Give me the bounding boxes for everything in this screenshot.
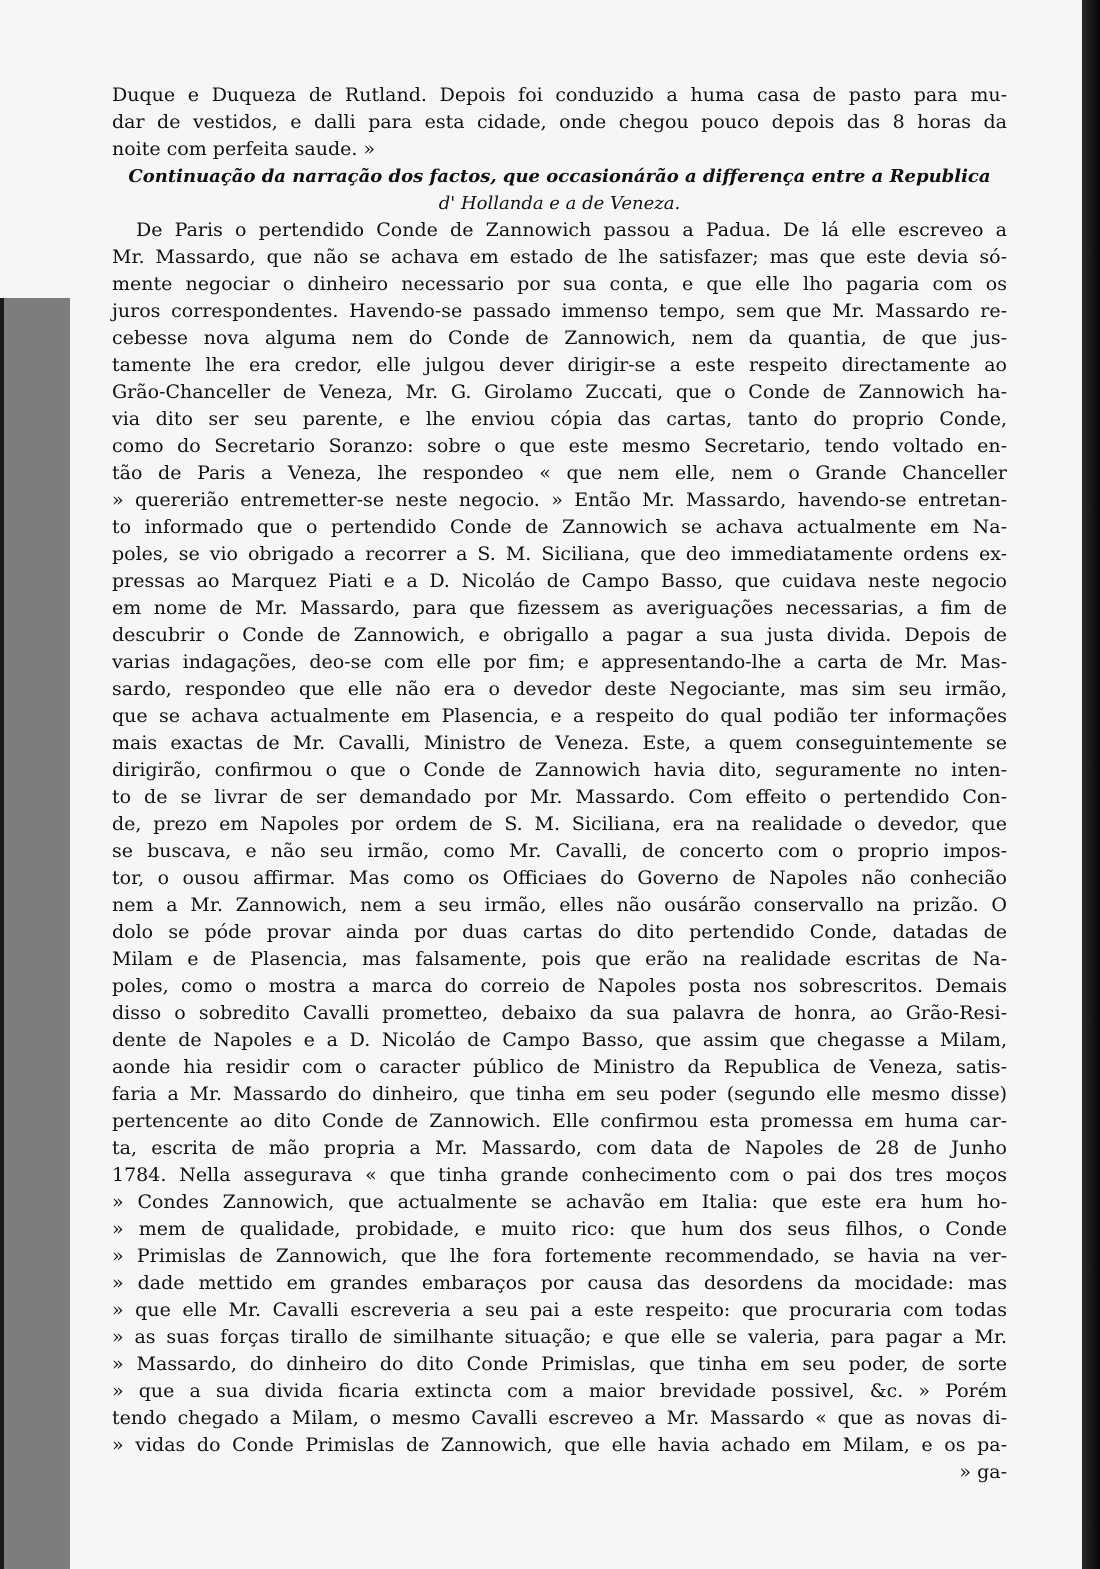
text-line: tamente lhe era credor, elle julgou dever dirigir-se a este respeito directamente ao [112,354,1007,376]
section-heading: Continuação da narração dos factos, que occasionárão a differença entre a Republica [128,166,991,187]
scan-right-edge [1082,0,1100,1569]
text-line: faria a Mr. Massardo do dinheiro, que tinha em seu poder (segundo elle mesmo disse) [112,1083,1007,1105]
text-line: dar de vestidos, e dalli para esta cidade, onde chegou pouco depois das 8 horas da [112,111,1007,133]
text-line: aonde hia residir com o caracter público de Ministro da Republica de Veneza, satis- [112,1056,1007,1078]
text-line: nem a Mr. Zannowich, nem a seu irmão, elles não ousárão conservallo na prizão. O [112,894,1007,916]
document-page [112,82,1007,1486]
text-line: pertencente ao dito Conde de Zannowich. Elle confirmou esta promessa em huma car- [112,1110,1007,1132]
text-line: » vidas do Conde Primislas de Zannowich, que elle havia achado em Milam, e os pa- [112,1434,1007,1456]
text-line: tor, o ousou affirmar. Mas como os Officiaes do Governo de Napoles não conhecião [112,867,1007,889]
text-line: poles, se vio obrigado a recorrer a S. M. Siciliana, que deo immediatamente ordens ex- [112,543,1007,565]
text-line: ta, escrita de mão propria a Mr. Massardo, com data de Napoles de 28 de Junho [112,1137,1007,1159]
text-line: sardo, respondeo que elle não era o devedor deste Negociante, mas sim seu irmão, [112,678,1007,700]
paragraph-2 [112,217,1007,1459]
text-line: via dito ser seu parente, e lhe enviou cópia das cartas, tanto do proprio Conde, [112,408,1007,430]
text-line: em nome de Mr. Massardo, para que fizessem as averiguações necessarias, a fim de [112,597,1007,619]
text-line: mais exactas de Mr. Cavalli, Ministro de Veneza. Este, a quem conseguintemente se [112,732,1007,754]
text-line: » que elle Mr. Cavalli escreveria a seu pai a este respeito: que procuraria com todas [112,1299,1007,1321]
paragraph-1 [112,82,1007,163]
text-line: poles, como o mostra a marca do correio de Napoles posta nos sobrescritos. Demais [112,975,1007,997]
text-line: Mr. Massardo, que não se achava em estado de lhe satisfazer; mas que este devia só- [112,246,1007,268]
text-line: noite com perfeita saude. » [112,138,376,160]
text-line: tendo chegado a Milam, o mesmo Cavalli escreveo a Mr. Massardo « que as novas di- [112,1407,1007,1429]
scan-left-edge-shadow [0,298,4,1569]
text-line: » mem de qualidade, probidade, e muito rico: que hum dos seus filhos, o Conde [112,1218,1007,1240]
text-line: » Primislas de Zannowich, que lhe fora fortemente recommendado, se havia na ver- [112,1245,1007,1267]
text-line: » Massardo, do dinheiro do dito Conde Primislas, que tinha em seu poder, de sorte [112,1353,1007,1375]
text-line: que se achava actualmente em Plasencia, e a respeito do qual podião ter informações [112,705,1007,727]
text-line: De Paris o pertendido Conde de Zannowich passou a Padua. De lá elle escreveo a [136,219,1007,241]
text-line: to de se livrar de ser demandado por Mr. Massardo. Com effeito o pertendido Con- [112,786,1007,808]
text-line: pressas ao Marquez Piati e a D. Nicoláo de Campo Basso, que cuidava neste negocio [112,570,1007,592]
text-line: » que a sua divida ficaria extincta com a maior brevidade possivel, &c. » Porém [112,1380,1007,1402]
text-line: Grão-Chanceller de Veneza, Mr. G. Girolamo Zuccati, que o Conde de Zannowich ha- [112,381,1007,403]
text-line: dente de Napoles e a D. Nicoláo de Campo Basso, que assim que chegasse a Milam, [112,1029,1007,1051]
text-line: dolo se póde provar ainda por duas cartas do dito pertendido Conde, datadas de [112,921,1007,943]
text-line: tão de Paris a Veneza, lhe respondeo « que nem elle, nem o Grande Chanceller [112,462,1007,484]
catchword: » ga- [959,1461,1007,1483]
text-line: » Condes Zannowich, que actualmente se achavão em Italia: que este era hum ho- [112,1191,1007,1213]
text-line: disso o sobredito Cavalli prometteo, debaixo da sua palavra de honra, ao Grão-Resi- [112,1002,1007,1024]
text-line: 1784. Nella assegurava « que tinha grande conhecimento com o pai dos tres moços [112,1164,1007,1186]
text-line: se buscava, e não seu irmão, como Mr. Cavalli, de concerto com o proprio impos- [112,840,1007,862]
text-line: juros correspondentes. Havendo-se passado immenso tempo, sem que Mr. Massardo re- [112,300,1007,322]
text-line: como do Secretario Soranzo: sobre o que este mesmo Secretario, tendo voltado en- [112,435,1007,457]
section-heading-line-2: d' Hollanda e a de Veneza. [438,193,681,214]
text-line: Milam e de Plasencia, mas falsamente, pois que erão na realidade escritas de Na- [112,948,1007,970]
text-line: descubrir o Conde de Zannowich, e obrigallo a pagar a sua justa divida. Depois de [112,624,1007,646]
text-line: dirigirão, confirmou o que o Conde de Zannowich havia dito, seguramente no inten- [112,759,1007,781]
text-line: to informado que o pertendido Conde de Zannowich se achava actualmente em Na- [112,516,1007,538]
text-line: de, prezo em Napoles por ordem de S. M. Siciliana, era na realidade o devedor, que [112,813,1007,835]
text-line: » as suas forças tirallo de similhante situação; e que elle se valeria, para pagar a Mr. [112,1326,1007,1348]
text-line: mente negociar o dinheiro necessario por sua conta, e que elle lho pagaria com os [112,273,1007,295]
text-line: » quererião entremetter-se neste negocio. » Então Mr. Massardo, havendo-se entretan- [112,489,1007,511]
text-line: » dade mettido em grandes embaraços por causa das desordens da mocidade: mas [112,1272,1007,1294]
text-line: varias indagações, deo-se com elle por fim; e appresentando-lhe a carta de Mr. Mas- [112,651,1007,673]
text-line: Duque e Duqueza de Rutland. Depois foi conduzido a huma casa de pasto para mu- [112,84,1007,106]
scan-left-edge [0,298,70,1569]
text-line: cebesse nova alguma nem do Conde de Zannowich, nem da quantia, de que jus- [112,327,1007,349]
